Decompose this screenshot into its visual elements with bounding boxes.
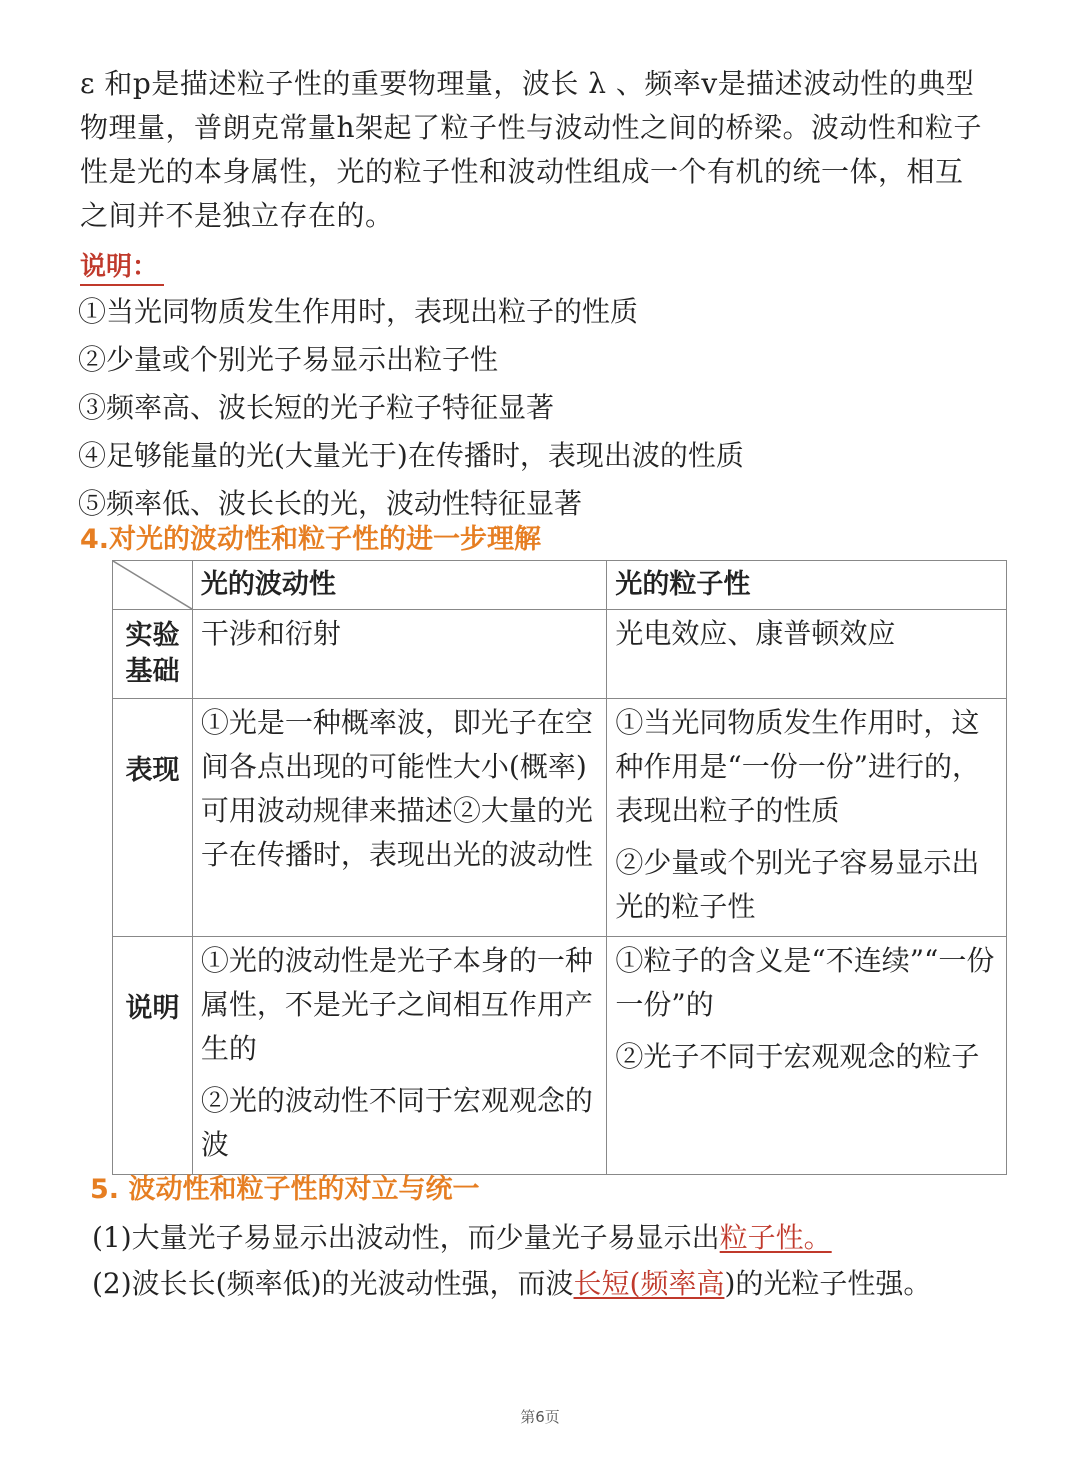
comparison-table xyxy=(112,560,1007,1175)
table-row xyxy=(113,937,1007,1175)
explain-particle-text-1: ①粒子的含义是“不连续”“一份一份”的 xyxy=(615,944,995,1021)
intro-text: ε 和p是描述粒子性的重要物理量，波长 λ 、频率v是描述波动性的典型物理量，普朗克常量h架起了粒子性与波动性之间的桥梁。波动性和粒子性是光的本身属性，光的粒子性和波动性组成一个有机的统一体，相互之间并不是独立存在的。 xyxy=(80,67,983,232)
s5-item2-text-a: (2)波长长(频率低)的光波动性强，而波 xyxy=(92,1267,574,1300)
intro-paragraph xyxy=(80,62,990,238)
cell-basis-particle: 光电效应、康普顿效应 xyxy=(607,610,1007,699)
cell-explain-wave xyxy=(192,937,607,1175)
table-row xyxy=(113,610,1007,699)
explain-wave-text-2: ②光的波动性不同于宏观观念的波 xyxy=(200,1084,593,1161)
section-5-list xyxy=(92,1216,992,1308)
cell-explain-particle xyxy=(607,937,1007,1175)
section-4-title: 4.对光的波动性和粒子性的进一步理解 xyxy=(80,524,542,555)
cell-manifest-particle xyxy=(607,699,1007,937)
explain-wave-text-1: ①光的波动性是光子本身的一种属性，不是光子之间相互作用产生的 xyxy=(200,944,593,1065)
table-corner-cell xyxy=(113,561,193,610)
row-header-explain: 说明 xyxy=(113,937,193,1175)
cell-manifest-wave xyxy=(192,699,607,937)
manifest-wave-text: ①光是一种概率波，即光子在空间各点出现的可能性大小(概率)可用波动规律来描述②大量的光子在传播时，表现出光的波动性 xyxy=(200,706,593,871)
cell-basis-wave: 干涉和衍射 xyxy=(192,610,607,699)
row-header-basis: 实验基础 xyxy=(113,610,193,699)
column-header-particle: 光的粒子性 xyxy=(607,561,1007,610)
section-5-title: 5. 波动性和粒子性的对立与统一 xyxy=(90,1174,480,1205)
list-item: ⑤频率低、波长长的光，波动性特征显著 xyxy=(78,487,583,520)
list-item xyxy=(92,1216,992,1260)
column-header-wave: 光的波动性 xyxy=(192,561,607,610)
table-header-row xyxy=(113,561,1007,610)
manifest-particle-text-1: ①当光同物质发生作用时，这种作用是“一份一份”进行的，表现出粒子的性质 xyxy=(615,706,981,827)
diagonal-divider-icon xyxy=(113,561,192,609)
notes-heading: 说明： xyxy=(80,250,164,286)
page-number: 第6页 xyxy=(520,1408,560,1426)
s5-item2-highlight: 长短(频率高 xyxy=(573,1267,725,1300)
list-item: ④足够能量的光(大量光于)在传播时，表现出波的性质 xyxy=(78,439,744,472)
notes-list xyxy=(78,288,998,528)
s5-item1-highlight: 粒子性。 xyxy=(719,1221,832,1254)
list-item: ②少量或个别光子易显示出粒子性 xyxy=(78,343,499,376)
s5-item1-text: (1)大量光子易显示出波动性，而少量光子易显示出 xyxy=(92,1221,720,1254)
list-item xyxy=(92,1262,992,1306)
list-item: ①当光同物质发生作用时，表现出粒子的性质 xyxy=(78,295,639,328)
row-header-manifest: 表现 xyxy=(113,699,193,937)
list-item: ③频率高、波长短的光子粒子特征显著 xyxy=(78,391,555,424)
explain-particle-text-2: ②光子不同于宏观观念的粒子 xyxy=(615,1040,980,1073)
table-row xyxy=(113,699,1007,937)
manifest-particle-text-2: ②少量或个别光子容易显示出光的粒子性 xyxy=(615,846,980,923)
s5-item2-text-b: )的光粒子性强。 xyxy=(724,1267,932,1300)
